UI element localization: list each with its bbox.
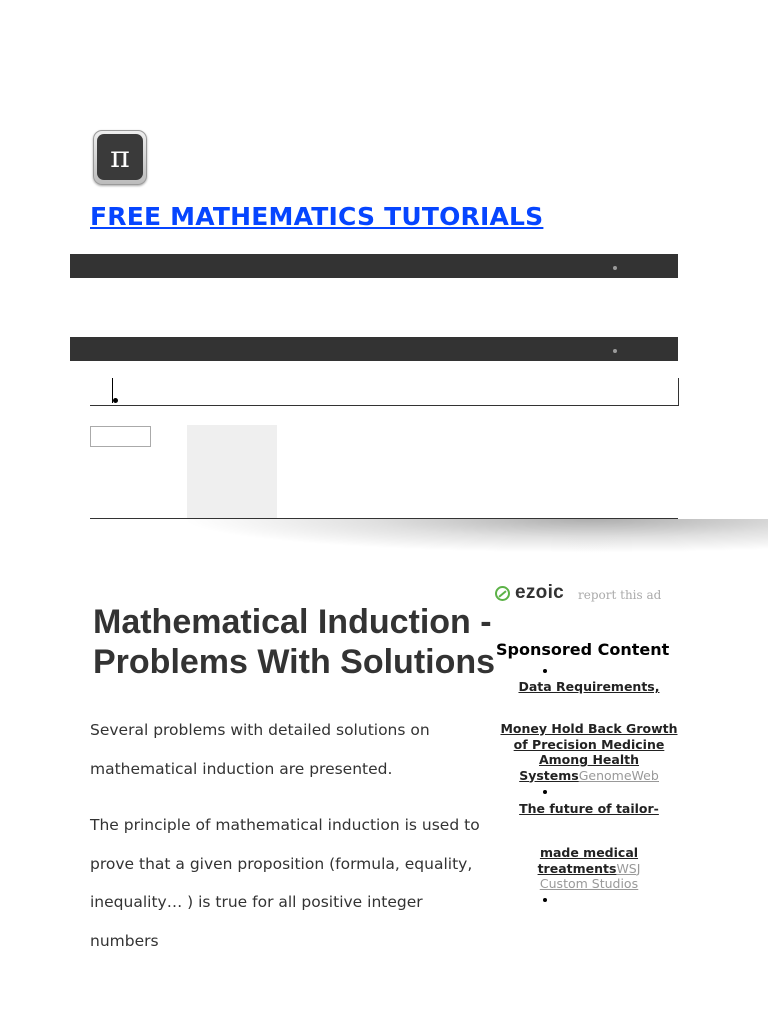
pi-symbol <box>97 134 143 180</box>
menu-dot-icon[interactable] <box>613 266 617 270</box>
pi-icon <box>97 134 143 180</box>
secondary-navigation-bar[interactable] <box>70 337 678 361</box>
principle-paragraph: The principle of mathematical induction is used to prove that a given proposition (formula, equality, inequality… ) is true for all positive integer numbers <box>90 816 480 950</box>
ezoic-icon <box>495 586 510 601</box>
search-field[interactable] <box>90 378 679 406</box>
sponsored-link-2[interactable] <box>498 845 680 892</box>
site-title-link[interactable]: FREE MATHEMATICS TUTORIALS <box>90 202 544 231</box>
divider-shadow <box>180 519 768 553</box>
sponsored-link-2-title[interactable]: made medical treatments <box>537 845 639 876</box>
sponsored-link-1-title[interactable]: Money Hold Back Growth of Precision Medicine Among Health Systems <box>500 721 678 783</box>
ezoic-brand-text: ezoic <box>515 582 565 603</box>
site-logo[interactable] <box>93 130 147 185</box>
top-navigation-bar[interactable] <box>70 254 678 278</box>
ezoic-logo[interactable] <box>495 582 564 604</box>
menu-dot-icon[interactable] <box>613 349 617 353</box>
sponsored-source-1[interactable]: GenomeWeb <box>578 767 659 783</box>
sponsored-heading: Sponsored Content <box>496 640 670 659</box>
page-title: Mathematical Induction - Problems With Solutions <box>93 603 496 681</box>
small-input-field[interactable] <box>90 426 151 447</box>
sponsored-link-2-line1[interactable]: The future of tailor- <box>519 801 659 816</box>
sponsored-link-1[interactable] <box>498 721 680 783</box>
list-bullet <box>543 898 547 902</box>
svg-text:π: π <box>110 140 130 175</box>
intro-paragraph: Several problems with detailed solutions on mathematical induction are presented. <box>90 721 430 778</box>
bullet-icon <box>113 398 118 403</box>
report-ad-link[interactable]: report this ad <box>578 588 662 602</box>
placeholder-block <box>187 425 277 518</box>
list-bullet <box>543 790 547 794</box>
sponsored-source-2[interactable]: WSJ Custom Studios <box>539 860 641 891</box>
list-bullet <box>543 669 547 673</box>
sponsored-link-1-line1[interactable]: Data Requirements, <box>518 679 660 694</box>
